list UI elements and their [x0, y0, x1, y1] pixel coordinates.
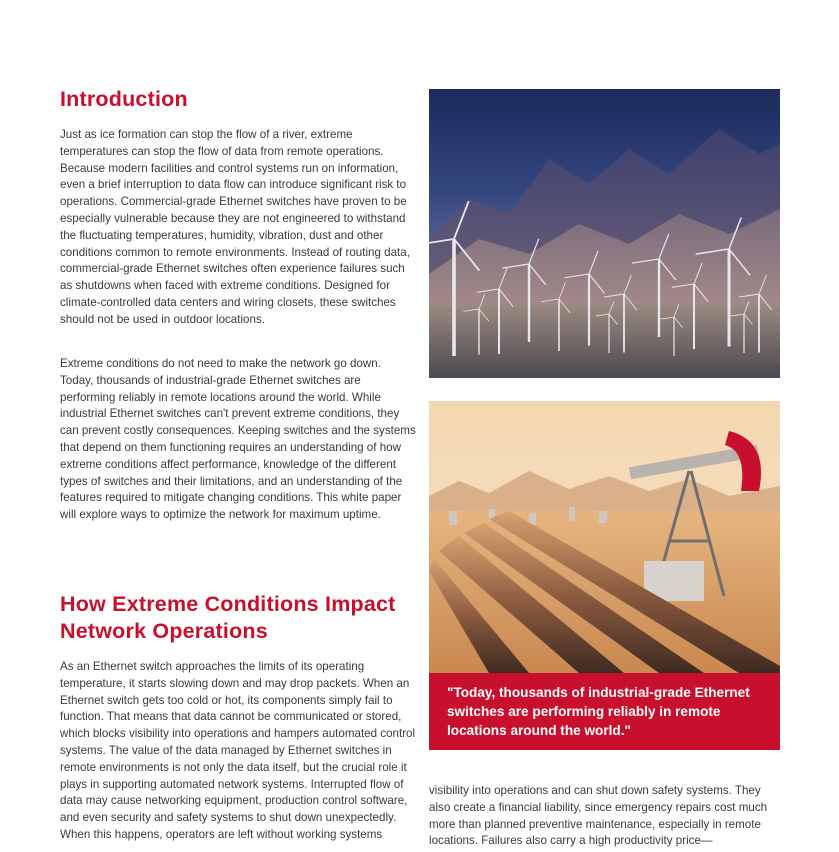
- oil-field-pipeline-photo: [429, 401, 780, 673]
- conditions-continuation-paragraph: visibility into operations and can shut down safety systems. They also create a financial liability, since emergency repairs cost much more than planned preventive maintenance, especially in remote locations. Failures also carry a high productivity price—: [429, 784, 768, 848]
- section-heading-conditions: How Extreme Conditions Impact Network Operations: [60, 592, 396, 643]
- intro-paragraph-1: Just as ice formation can stop the flow of a river, extreme temperatures can stop the flow of data from remote operations. Because modern facilities and control systems run on information, even a brief interruption to data flow can introduce significant risk to operations. Commercial-grade Ethernet switches have proven to be especially vulnerable because they are not engineered to withstand the fluctuating temperatures, humidity, vibration, dust and other conditions common to remote environments. Instead of routing data, commercial-grade Ethernet switches often experience failures such as shutdowns when faced with extreme conditions. Designed for climate-controlled data centers and wiring closets, these switches should not be used in outdoor locations.: [60, 128, 410, 326]
- pull-quote-box: [429, 673, 780, 750]
- intro-paragraph-2: Extreme conditions do not need to make the network go down. Today, thousands of industrial-grade Ethernet switches are performing reliably in remote locations around the world. While industrial Ethernet switches can't prevent extreme conditions, they can prevent costly consequences. Keeping switches and the systems that depend on them functioning requires an understanding of how extreme conditions affect performance, knowledge of the different types of switches and their limitations, and an understanding of the features required to mitigate changing conditions. This white paper will explore ways to optimize the network for maximum uptime.: [60, 357, 416, 522]
- section-heading-introduction: Introduction: [60, 87, 188, 111]
- conditions-paragraph: As an Ethernet switch approaches the limits of its operating temperature, it starts slowing down and may drop packets. When an Ethernet switch gets too cold or hot, its components simply fail to function. That means that data cannot be communicated or stored, which blocks visibility into operations and hampers automated control systems. The value of the data managed by Ethernet switches in remote environments is not only the data itself, but the crucial role it plays in supporting automated network systems. Interrupted flow of data may cause networking equipment, production control software, and even security and safety systems to shut down unexpectedly. When this happens, operators are left without working systems: [60, 660, 416, 841]
- wind-farm-photo: [429, 89, 780, 378]
- pull-quote-text: "Today, thousands of industrial-grade Ethernet switches are performing reliably in remote locations around the world.": [447, 685, 750, 738]
